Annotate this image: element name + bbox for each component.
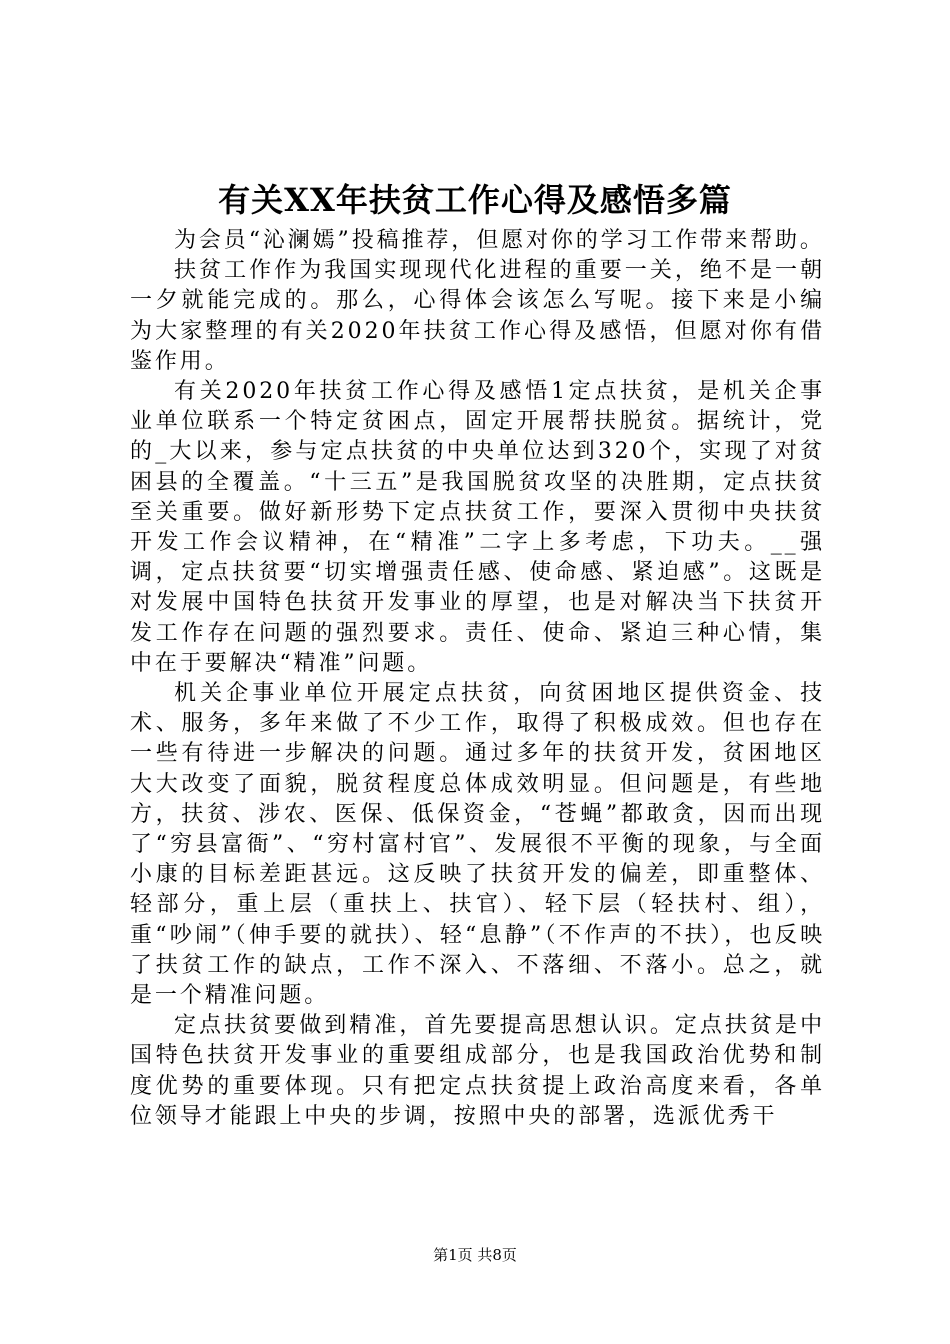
document-body — [130, 226, 825, 1132]
paragraph-precision: 定点扶贫要做到精准，首先要提高思想认识。定点扶贫是中国特色扶贫开发事业的重要组成部分，也是我国政治优势和制度优势的重要体现。只有把定点扶贫提上政治高度来看，各单位领导才能跟上中央的步调，按照中央的部署，选派优秀干 — [130, 1013, 825, 1129]
paragraph-problems: 机关企事业单位开展定点扶贫，向贫困地区提供资金、技术、服务，多年来做了不少工作，取得了积极成效。但也存在一些有待进一步解决的问题。通过多年的扶贫开发，贫困地区大大改变了面貌，脱贫程度总体成效明显。但问题是，有些地方，扶贫、涉农、医保、低保资金，“苍蝇”都敢贪，因而出现了“穷县富衙”、“穷村富村官”、发展很不平衡的现象，与全面小康的目标差距甚远。这反映了扶贫开发的偏差，即重整体、轻部分，重上层（重扶上、扶官）、轻下层（轻扶村、组），重“吵闹”（伸手要的就扶）、轻“息静”（不作声的不扶），也反映了扶贫工作的缺点，工作不深入、不落细、不落小。总之，就是一个精准问题。 — [130, 681, 825, 1009]
document-title: 有关XX年扶贫工作心得及感悟多篇 — [218, 181, 732, 219]
paragraph-intro: 为会员“沁澜嫣”投稿推荐，但愿对你的学习工作带来帮助。 — [174, 228, 825, 253]
page-number-footer: 第1页 共8页 — [433, 1246, 517, 1264]
paragraph-overview: 扶贫工作作为我国实现现代化进程的重要一关，绝不是一朝一夕就能完成的。那么，心得体会该怎么写呢。接下来是小编为大家整理的有关2020年扶贫工作心得及感悟，但愿对你有借鉴作用。 — [130, 258, 825, 374]
paragraph-section-1: 有关2020年扶贫工作心得及感悟1定点扶贫，是机关企事业单位联系一个特定贫困点，固定开展帮扶脱贫。据统计，党的_大以来，参与定点扶贫的中央单位达到320个，实现了对贫困县的全覆盖。“十三五”是我国脱贫攻坚的决胜期，定点扶贫至关重要。做好新形势下定点扶贫工作，要深入贯彻中央扶贫开发工作会议精神，在“精准”二字上多考虑，下功夫。__强调，定点扶贫要“切实增强责任感、使命感、紧迫感”。这既是对发展中国特色扶贫开发事业的厚望，也是对解决当下扶贫开发工作存在问题的强烈要求。责任、使命、紧迫三种心情，集中在于要解决“精准”问题。 — [130, 379, 825, 676]
